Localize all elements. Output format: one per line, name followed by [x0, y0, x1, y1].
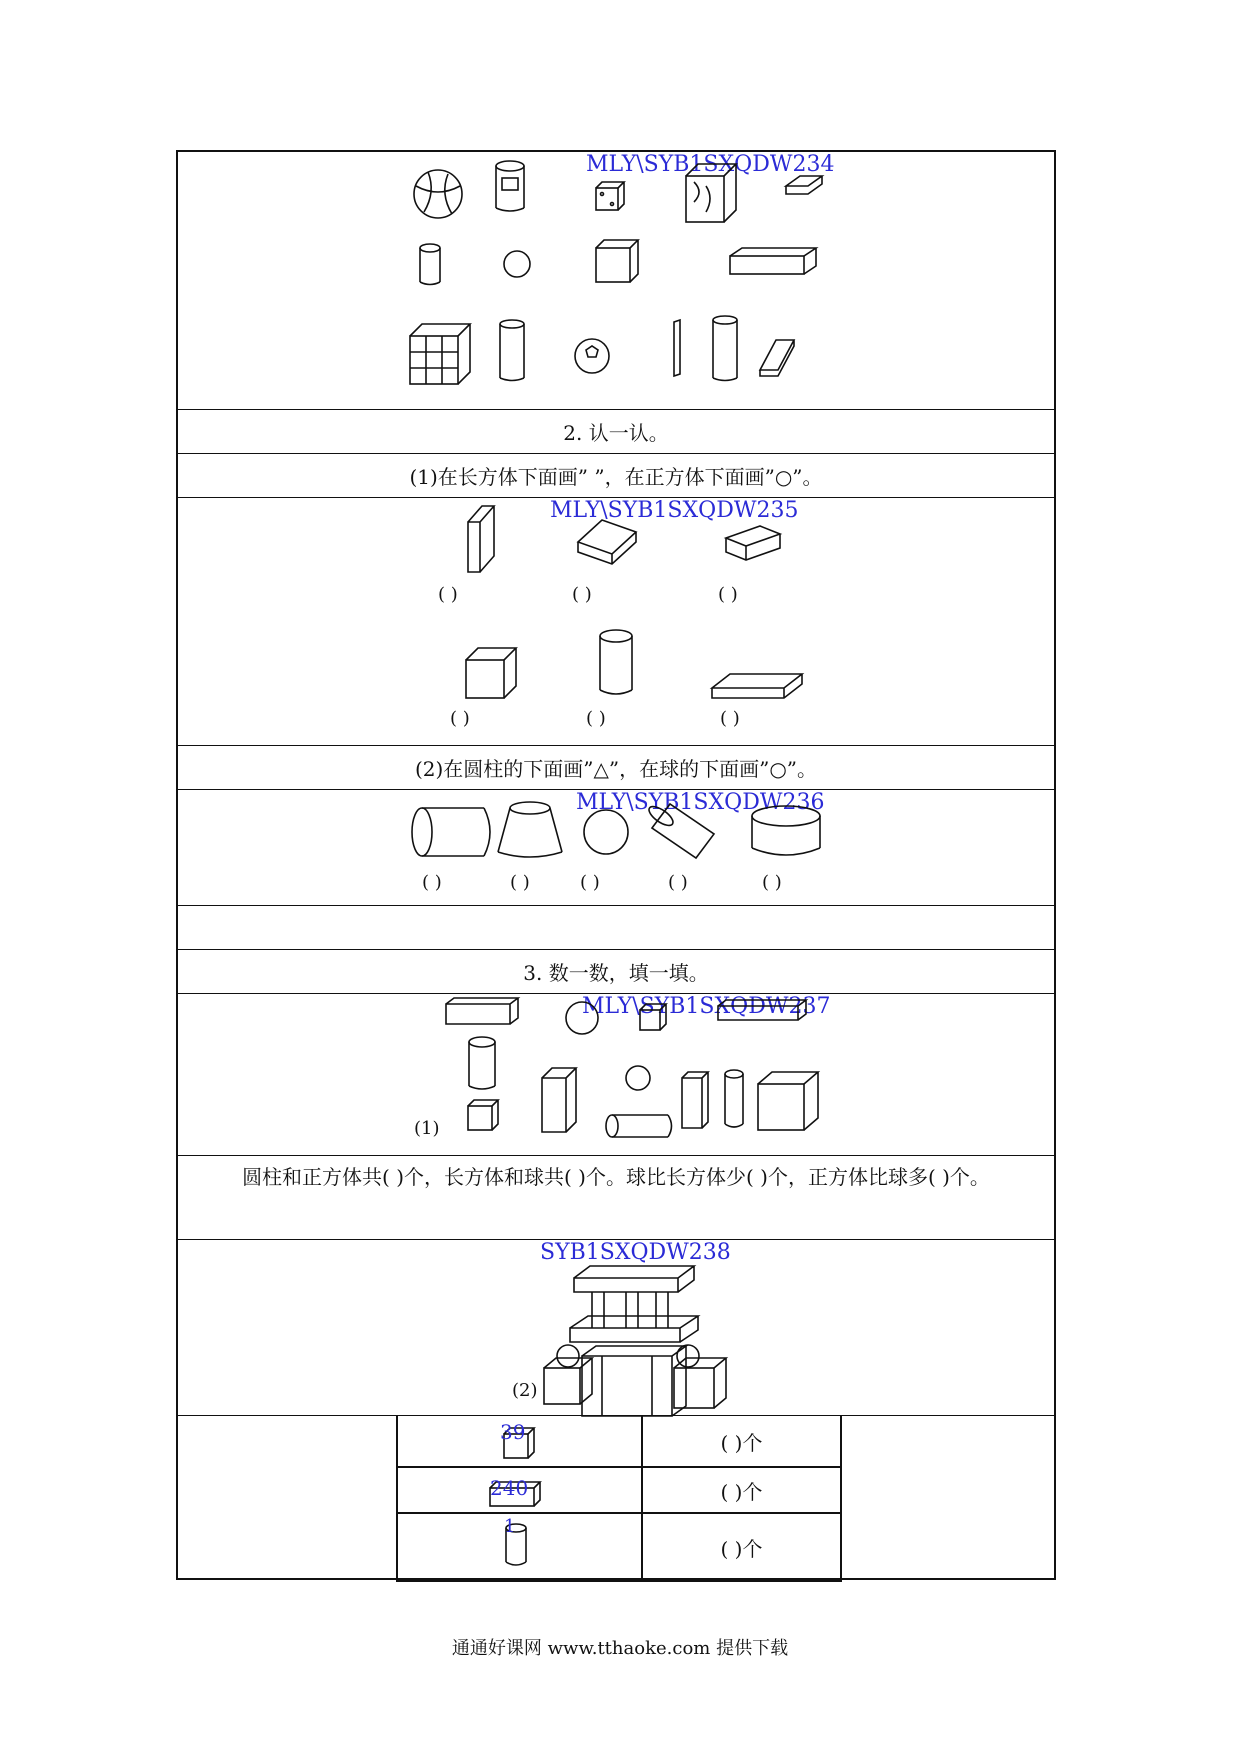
section3-heading: 3. 数一数，填一填。 [523, 961, 709, 985]
answer-blank[interactable]: ( ) [572, 584, 592, 605]
section2-q1: (1)在长方体下面画” ”，在正方体下面画”○”。 [409, 465, 823, 489]
answer-blank[interactable]: ( ) [580, 872, 600, 893]
count-row-cylinder [398, 1514, 840, 1580]
cuboid-cube-row [178, 498, 1054, 746]
empty-row [178, 906, 1054, 950]
answer-blank[interactable]: ( ) [762, 872, 782, 893]
answer-blank[interactable]: ( ) [450, 708, 470, 729]
section2-heading: 2. 认一认。 [563, 421, 669, 445]
answer-blank[interactable]: ( ) [510, 872, 530, 893]
image-code-241: 1 [504, 1516, 516, 1537]
count-row-cuboid [398, 1468, 840, 1514]
page-footer: 通通好课网 www.tthaoke.com 提供下载 [451, 1638, 789, 1659]
section2-heading-row [178, 410, 1054, 454]
answer-blank[interactable]: ( ) [720, 708, 740, 729]
count-blank[interactable]: ( )个 [720, 1536, 763, 1561]
worksheet-frame [176, 150, 1056, 1580]
image-code-237: MLY\SYB1SXQDW237 [582, 994, 831, 1019]
cuboid-cube-figures [178, 498, 1058, 746]
section2-q1-row [178, 454, 1054, 498]
image-code-238: SYB1SXQDW238 [540, 1240, 731, 1265]
count-table-row [178, 1416, 1054, 1582]
objects-illustration [178, 152, 1058, 410]
count-blank[interactable]: ( )个 [720, 1430, 763, 1455]
count-blank[interactable]: ( )个 [720, 1479, 763, 1504]
figure-label-1: (1) [414, 1118, 440, 1139]
image-code-240: 240 [490, 1476, 529, 1500]
section2-q2: (2)在圆柱的下面画”△”，在球的下面画”○”。 [414, 757, 818, 781]
section3-heading-row [178, 950, 1054, 994]
image-code-234: MLY\SYB1SXQDW234 [586, 152, 835, 177]
section2-q2-row [178, 746, 1054, 790]
count-figure-1 [178, 994, 1058, 1156]
figure-label-2: (2) [512, 1380, 538, 1401]
answer-blank[interactable]: ( ) [718, 584, 738, 605]
answer-blank[interactable]: ( ) [438, 584, 458, 605]
answer-blank[interactable]: ( ) [422, 872, 442, 893]
count-question-1-row [178, 1156, 1054, 1240]
count-table [396, 1416, 842, 1582]
image-code-239: 39 [500, 1420, 526, 1444]
cylinder-sphere-figures [178, 790, 1058, 906]
answer-blank[interactable]: ( ) [668, 872, 688, 893]
count-question-1: 圆柱和正方体共( )个，长方体和球共( )个。球比长方体少( )个，正方体比球多( )个。 [242, 1165, 990, 1189]
cylinder-sphere-row [178, 790, 1054, 906]
answer-blank[interactable]: ( ) [586, 708, 606, 729]
count-figure-2-row [178, 1240, 1054, 1416]
image-code-235: MLY\SYB1SXQDW235 [550, 498, 799, 523]
count-figure-2 [178, 1240, 1058, 1416]
count-figure-1-row [178, 994, 1054, 1156]
objects-row [178, 152, 1054, 410]
count-row-cube [398, 1416, 840, 1468]
image-code-236: MLY\SYB1SXQDW236 [576, 790, 825, 815]
